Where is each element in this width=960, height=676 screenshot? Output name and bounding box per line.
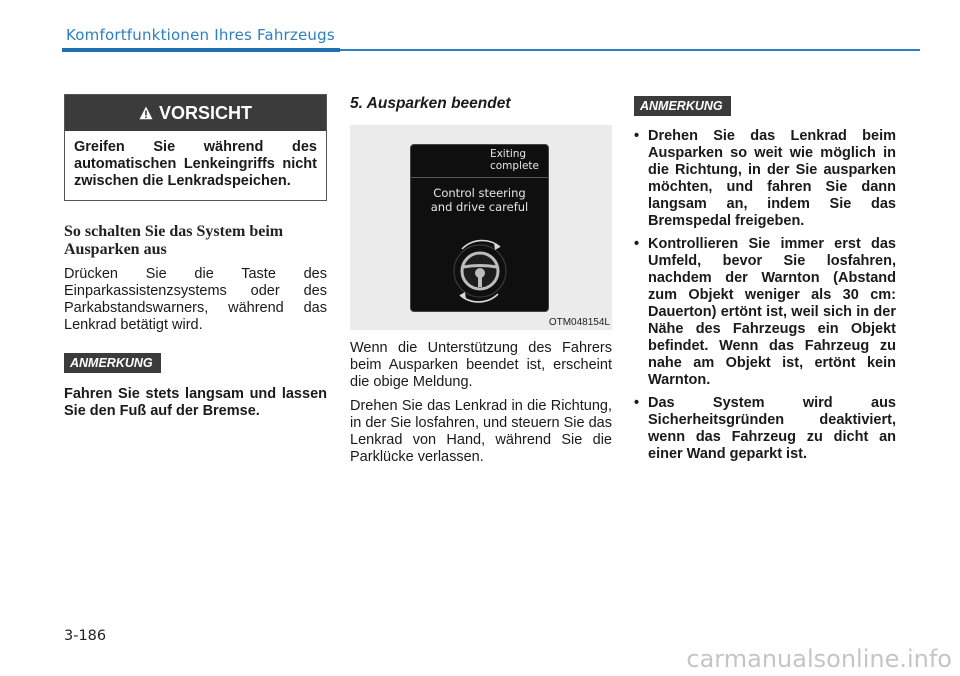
figure-cluster-display	[350, 125, 612, 330]
caution-header	[65, 95, 326, 131]
steering-wheel-icon	[442, 237, 518, 305]
list-item: • Kontrollieren Sie immer erst das Umfeld, bevor Sie losfahren, nachdem der Warnton (Abstand zum Objekt weniger als 30 cm: Dauerton) ertönt ist, weil sich in der Nähe des Fahrzeugs ein Objekt befindet. Wenn das Fahrzeug zu nahe am Objekt ist, ertönt kein Warnton.	[634, 236, 896, 388]
note-label-left: ANMERKUNG	[64, 353, 161, 373]
section-heading-exit-complete: 5. Ausparken beendet	[350, 95, 511, 112]
screen-divider	[411, 177, 548, 178]
paragraph-steer-manually: Drehen Sie das Lenkrad in die Richtung, in der Sie losfahren, und steuern Sie das Lenkrad von Hand, während Sie die Parklücke verlassen.	[350, 398, 612, 465]
figure-code: OTM048154L	[548, 317, 610, 328]
column-left	[64, 94, 327, 420]
paragraph-message-info: Wenn die Unterstützung des Fahrers beim Ausparken beendet ist, erscheint die obige Meldung.	[350, 340, 612, 390]
watermark-text: carmanualsonline.info	[686, 645, 952, 673]
column-middle	[350, 94, 612, 466]
paragraph-deactivate: Drücken Sie die Taste des Einparkassistenzsystems oder des Parkabstandswarners, während das Lenkrad betätigt wird.	[64, 266, 327, 333]
section-header-title: Komfortfunktionen Ihres Fahrzeugs	[66, 26, 335, 44]
header-rule-light	[340, 49, 920, 51]
note-bullet-list	[634, 128, 896, 463]
note-label-right: ANMERKUNG	[634, 96, 731, 116]
warning-triangle-icon	[139, 106, 153, 120]
header-rule-dark	[62, 48, 340, 52]
caution-box	[64, 94, 327, 201]
caution-text: Greifen Sie während des automatischen Lenkeingriffs nicht zwischen die Lenkradspeichen.	[74, 139, 317, 189]
caution-label: VORSICHT	[158, 102, 252, 123]
note-text-left: Fahren Sie stets langsam und lassen Sie den Fuß auf der Bremse.	[64, 386, 327, 419]
screen-status-text: Exiting complete	[489, 148, 539, 172]
list-item: • Drehen Sie das Lenkrad beim Ausparken so weit wie möglich in die Richtung, in der Sie ausparken möchten, und fahren Sie dann langsam an, indem Sie das Bremspedal freigeben.	[634, 128, 896, 229]
subheading-deactivate: So schalten Sie das System beim Ausparken aus	[64, 223, 284, 258]
page-number: 3-186	[64, 628, 107, 644]
screen-message-text: Control steering and drive careful	[430, 186, 529, 214]
column-right	[634, 94, 896, 469]
list-item: • Das System wird aus Sicherheitsgründen deaktiviert, wenn das Fahrzeug zu dicht an einer Wand geparkt ist.	[634, 395, 896, 462]
cluster-screen	[410, 144, 549, 312]
